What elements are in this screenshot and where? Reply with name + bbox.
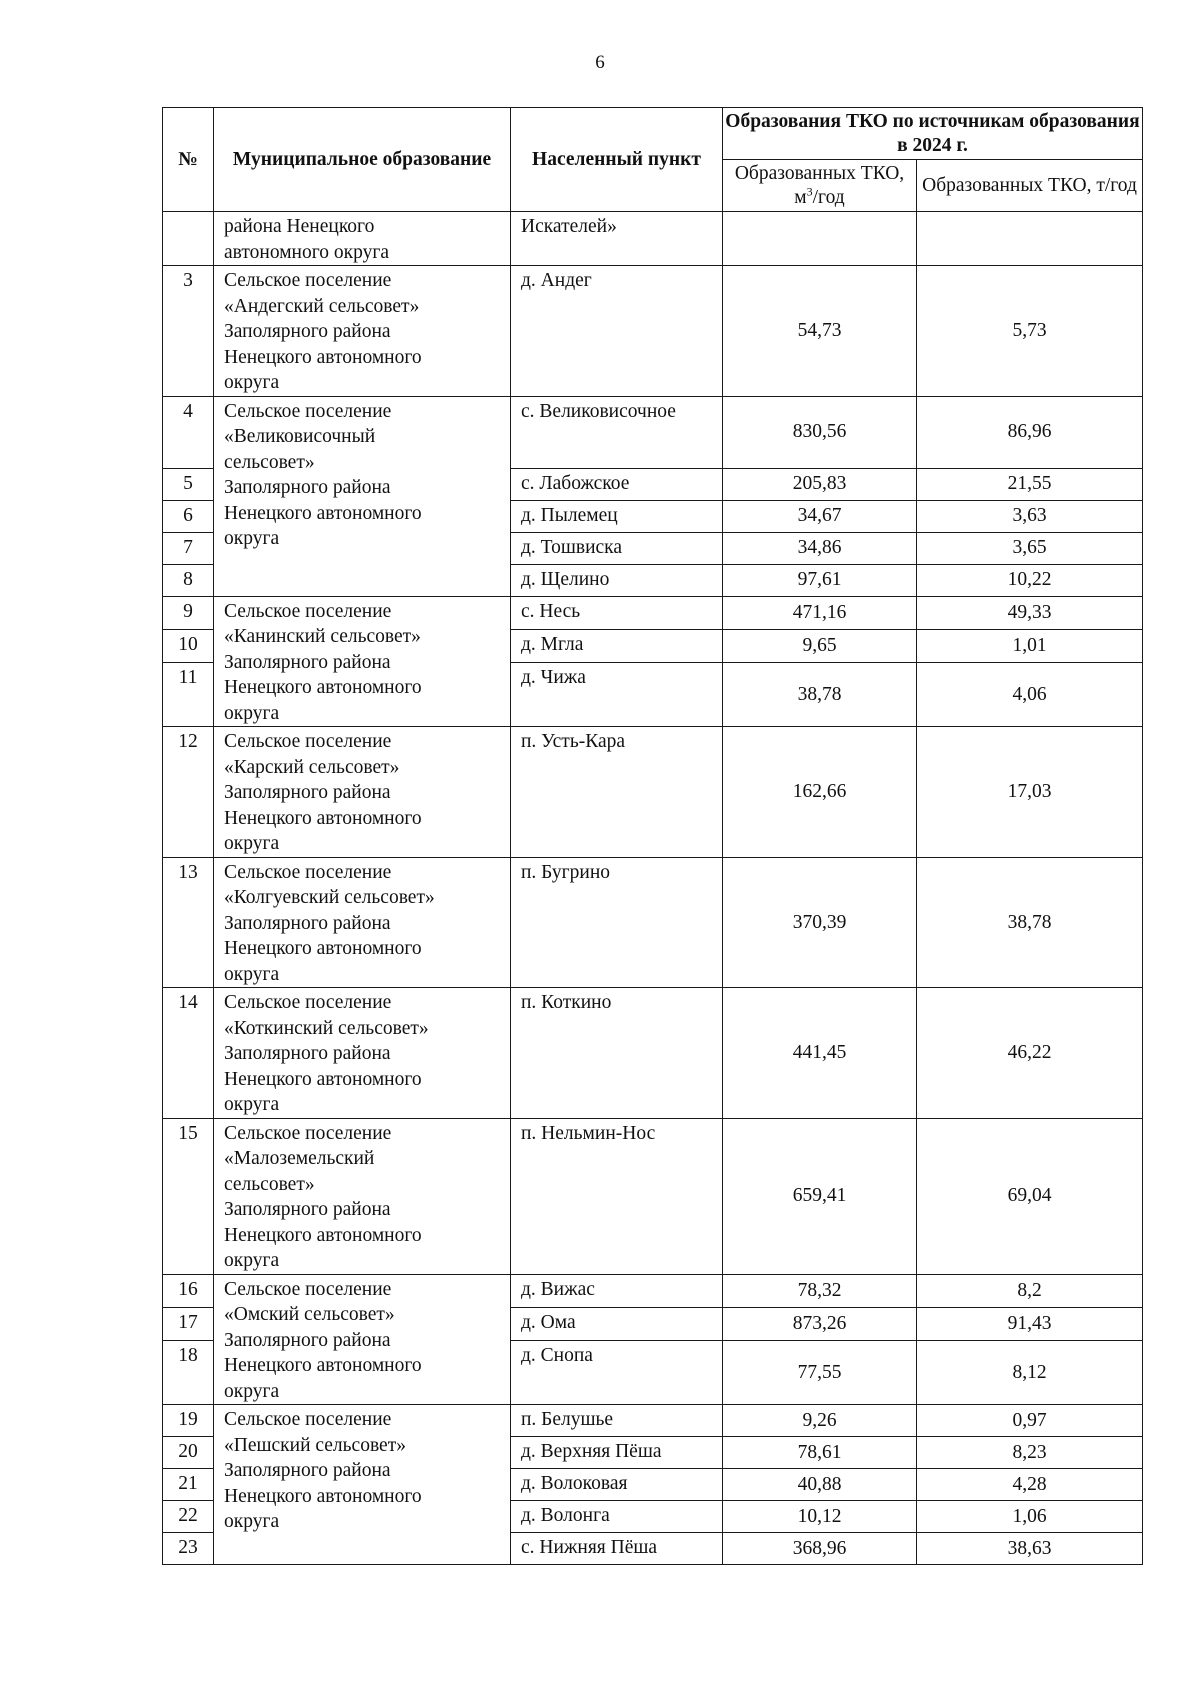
table-row (163, 212, 1143, 266)
municipality-line: Ненецкого автономного (224, 1485, 422, 1507)
municipality-line: «Омский сельсовет» (224, 1304, 395, 1325)
settlement-name: д. Чижа (511, 663, 723, 727)
tko-t-value: 69,04 (917, 1118, 1143, 1274)
tko-t-value: 38,63 (917, 1533, 1143, 1565)
table-row (163, 857, 1143, 988)
settlement-name: д. Щелино (511, 564, 723, 596)
settlement-name: с. Лабожское (511, 468, 723, 500)
header-tko-t: Образованных ТКО, т/год (917, 160, 1143, 212)
municipality-line: «Малоземельский (224, 1148, 375, 1169)
municipality-line: «Колгуевский сельсовет» (224, 887, 435, 908)
tko-m3-value: 471,16 (723, 596, 917, 629)
tko-m3-value: 368,96 (723, 1533, 917, 1565)
tko-t-value: 17,03 (917, 727, 1143, 858)
header-tko-group: Образования ТКО по источникам образования в 2024 г. (723, 108, 1143, 160)
row-number: 16 (163, 1274, 214, 1307)
header-num: № (163, 108, 214, 212)
row-number: 18 (163, 1341, 214, 1405)
municipality-line: района Ненецкого (224, 216, 375, 237)
settlement-name: д. Тошвиска (511, 532, 723, 564)
tko-t-value: 10,22 (917, 564, 1143, 596)
municipality-line: округа (224, 528, 280, 549)
header-tko-m3 (723, 160, 917, 212)
settlement-name: д. Верхняя Пёша (511, 1437, 723, 1469)
settlement-name: д. Ома (511, 1307, 723, 1340)
row-number: 11 (163, 663, 214, 727)
municipality-cell (214, 1274, 511, 1405)
tko-t-value: 91,43 (917, 1307, 1143, 1340)
tko-m3-value: 9,26 (723, 1405, 917, 1437)
settlement-name: д. Андег (511, 266, 723, 397)
tko-t-value: 86,96 (917, 396, 1143, 468)
tko-t-value: 8,12 (917, 1341, 1143, 1405)
tko-t-value: 8,23 (917, 1437, 1143, 1469)
settlement-name: п. Коткино (511, 988, 723, 1119)
municipality-cell (214, 1405, 511, 1565)
municipality-line: Сельское поселение (224, 1409, 392, 1430)
municipality-line: сельсовет» (224, 451, 315, 473)
tko-t-value: 5,73 (917, 266, 1143, 397)
table-row (163, 596, 1143, 629)
municipality-line: Заполярного района (224, 321, 391, 342)
row-number: 14 (163, 988, 214, 1119)
tko-m3-value: 34,86 (723, 532, 917, 564)
table-row (163, 396, 1143, 468)
municipality-line: Заполярного района (224, 1329, 391, 1351)
municipality-line: «Коткинский сельсовет» (224, 1017, 429, 1039)
tko-m3-value: 830,56 (723, 396, 917, 468)
settlement-name: п. Бугрино (511, 857, 723, 988)
municipality-cell (214, 396, 511, 596)
tko-t-value: 1,06 (917, 1501, 1143, 1533)
tko-m3-value: 38,78 (723, 663, 917, 727)
municipality-line: Заполярного района (224, 477, 391, 498)
municipality-line: Заполярного района (224, 651, 391, 673)
row-number: 22 (163, 1501, 214, 1533)
municipality-line: Заполярного района (224, 1199, 391, 1220)
municipality-cell (214, 596, 511, 727)
tko-t-value: 4,28 (917, 1469, 1143, 1501)
tko-t-value: 0,97 (917, 1405, 1143, 1437)
settlement-name: с. Великовисочное (511, 396, 723, 468)
table-row (163, 1405, 1143, 1437)
header-settlement: Населенный пункт (511, 108, 723, 212)
header-tko-m3-pre: Образованных ТКО, м (734, 162, 905, 208)
tko-t-value: 3,63 (917, 500, 1143, 532)
tko-m3-value: 10,12 (723, 1501, 917, 1533)
header-tko-m3-sup: 3 (806, 184, 813, 198)
tko-m3-value: 370,39 (723, 857, 917, 988)
municipality-line: «Пешский сельсовет» (224, 1434, 406, 1456)
row-number: 9 (163, 596, 214, 629)
tko-m3-value: 77,55 (723, 1341, 917, 1405)
tko-m3-value: 162,66 (723, 727, 917, 858)
row-number: 15 (163, 1118, 214, 1274)
tko-m3-value: 34,67 (723, 500, 917, 532)
settlement-name: д. Снопа (511, 1341, 723, 1405)
municipality-line: округа (224, 1380, 280, 1402)
page-number: 6 (595, 52, 605, 73)
municipality-line: Ненецкого автономного (224, 1224, 422, 1246)
tko-m3-value: 9,65 (723, 629, 917, 662)
municipality-cell (214, 988, 511, 1119)
municipality-cell (214, 1118, 511, 1274)
table-row (163, 1274, 1143, 1307)
settlement-name: п. Усть-Кара (511, 727, 723, 858)
municipality-cell (214, 212, 511, 266)
row-number: 19 (163, 1405, 214, 1437)
tko-m3-value: 40,88 (723, 1469, 917, 1501)
settlement-name: п. Белушье (511, 1405, 723, 1437)
municipality-line: округа (224, 1511, 280, 1532)
row-number: 6 (163, 500, 214, 532)
tko-m3-value: 97,61 (723, 564, 917, 596)
municipality-line: автономного округа (224, 241, 389, 263)
tko-t-value: 49,33 (917, 596, 1143, 629)
municipality-line: Ненецкого автономного (224, 938, 422, 959)
municipality-line: Сельское поселение (224, 1122, 392, 1144)
municipality-line: Ненецкого автономного (224, 346, 422, 368)
municipality-line: Сельское поселение (224, 1278, 392, 1300)
tko-t-value: 4,06 (917, 663, 1143, 727)
municipality-line: Заполярного района (224, 1460, 391, 1481)
settlement-name: п. Нельмин-Нос (511, 1118, 723, 1274)
tko-m3-value: 659,41 (723, 1118, 917, 1274)
municipality-line: округа (224, 963, 280, 985)
tko-t-value: 3,65 (917, 532, 1143, 564)
tko-t-value: 46,22 (917, 988, 1143, 1119)
settlement-name: с. Нижняя Пёша (511, 1533, 723, 1565)
tko-t-value: 21,55 (917, 468, 1143, 500)
settlement-name: д. Вижас (511, 1274, 723, 1307)
row-number: 13 (163, 857, 214, 988)
municipality-line: Сельское поселение (224, 731, 392, 752)
tko-t-value: 8,2 (917, 1274, 1143, 1307)
municipality-cell (214, 266, 511, 397)
municipality-line: Ненецкого автономного (224, 1355, 422, 1376)
row-number: 12 (163, 727, 214, 858)
row-number: 8 (163, 564, 214, 596)
municipality-line: Сельское поселение (224, 270, 392, 291)
municipality-line: «Карский сельсовет» (224, 756, 400, 778)
settlement-name: д. Волонга (511, 1501, 723, 1533)
tko-table (162, 107, 1143, 1565)
tko-t-value (917, 212, 1143, 266)
municipality-line: Заполярного района (224, 782, 391, 803)
municipality-line: округа (224, 1094, 280, 1115)
settlement-name: д. Пылемец (511, 500, 723, 532)
municipality-line: Ненецкого автономного (224, 502, 422, 524)
table-row (163, 727, 1143, 858)
municipality-cell (214, 857, 511, 988)
municipality-line: сельсовет» (224, 1173, 315, 1195)
table-row (163, 1118, 1143, 1274)
municipality-line: Ненецкого автономного (224, 807, 422, 829)
row-number: 17 (163, 1307, 214, 1340)
tko-m3-value: 78,32 (723, 1274, 917, 1307)
municipality-line: Заполярного района (224, 912, 391, 934)
municipality-line: Сельское поселение (224, 400, 392, 422)
tko-m3-value: 873,26 (723, 1307, 917, 1340)
table-row (163, 988, 1143, 1119)
row-number: 7 (163, 532, 214, 564)
municipality-line: округа (224, 702, 280, 724)
municipality-line: Ненецкого автономного (224, 1068, 422, 1090)
row-number (163, 212, 214, 266)
row-number: 10 (163, 629, 214, 662)
tko-m3-value: 54,73 (723, 266, 917, 397)
header-tko-m3-post: /год (812, 186, 845, 208)
tko-m3-value: 441,45 (723, 988, 917, 1119)
municipality-line: Сельское поселение (224, 992, 392, 1013)
row-number: 5 (163, 468, 214, 500)
tko-t-value: 38,78 (917, 857, 1143, 988)
header-municipality: Муниципальное образование (214, 108, 511, 212)
municipality-cell (214, 727, 511, 858)
row-number: 20 (163, 1437, 214, 1469)
municipality-line: округа (224, 372, 280, 393)
municipality-line: Заполярного района (224, 1043, 391, 1064)
settlement-name: д. Мгла (511, 629, 723, 662)
table-row (163, 266, 1143, 397)
municipality-line: «Великовисочный (224, 426, 376, 447)
settlement-name: Искателей» (511, 212, 723, 266)
settlement-name: с. Несь (511, 596, 723, 629)
table-body (163, 212, 1143, 1565)
municipality-line: «Канинский сельсовет» (224, 626, 421, 647)
tko-m3-value: 205,83 (723, 468, 917, 500)
row-number: 23 (163, 1533, 214, 1565)
row-number: 4 (163, 396, 214, 468)
municipality-line: округа (224, 833, 280, 854)
settlement-name: д. Волоковая (511, 1469, 723, 1501)
row-number: 3 (163, 266, 214, 397)
tko-m3-value (723, 212, 917, 266)
municipality-line: округа (224, 1250, 280, 1271)
tko-t-value: 1,01 (917, 629, 1143, 662)
row-number: 21 (163, 1469, 214, 1501)
municipality-line: «Андегский сельсовет» (224, 295, 420, 317)
tko-m3-value: 78,61 (723, 1437, 917, 1469)
municipality-line: Ненецкого автономного (224, 677, 422, 698)
municipality-line: Сельское поселение (224, 600, 392, 622)
municipality-line: Сельское поселение (224, 861, 392, 883)
